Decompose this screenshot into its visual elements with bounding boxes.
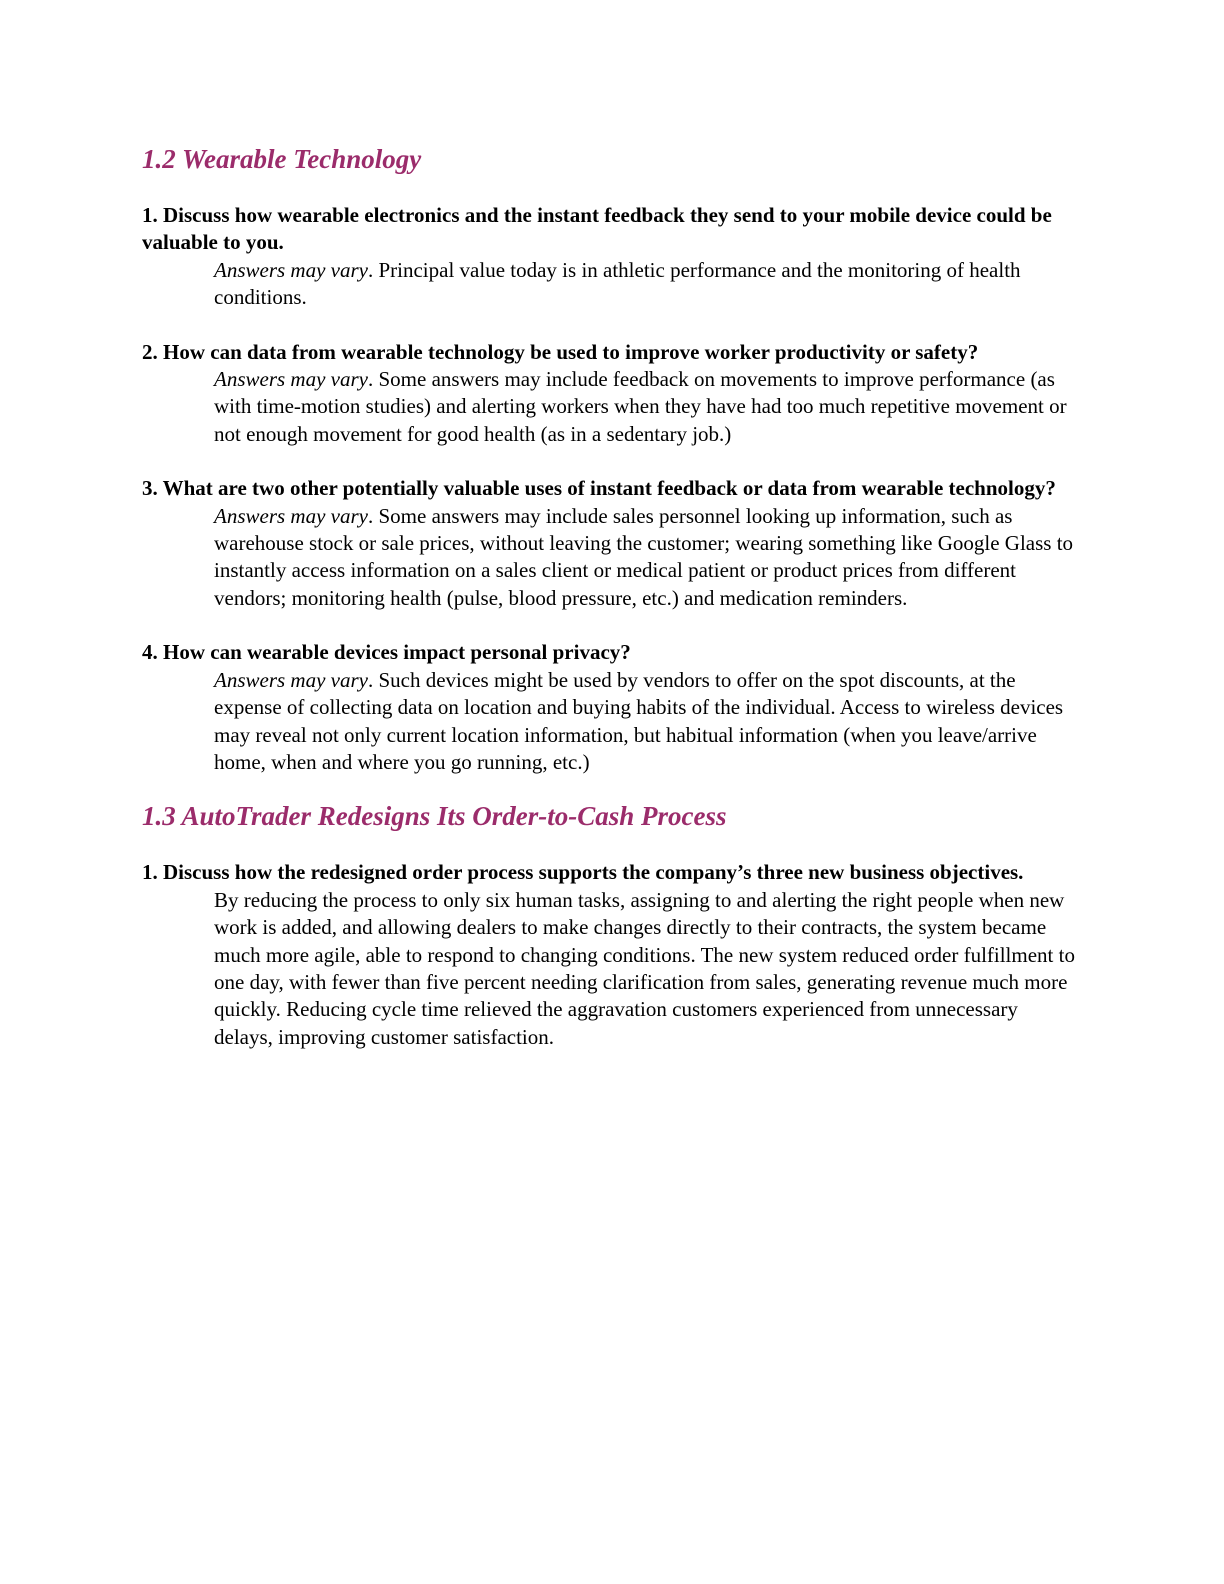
- answer-text: [214, 667, 1077, 777]
- section-title-wearable-technology: 1.2 Wearable Technology: [142, 144, 422, 174]
- answer-text: By reducing the process to only six human tasks, assigning to and alerting the right people when new work is added, and allowing dealers to make changes directly to their contracts, the system became much more agile, able to respond to changing conditions. The new system reduced order fulfillment to one day, with fewer than five percent needing clarification from sales, generating revenue much more quickly. Reducing cycle time relieved the aggravation customers experienced from unnecessary delays, improving customer satisfaction.: [214, 887, 1075, 1049]
- answer-lead: Answers may vary: [214, 257, 368, 282]
- answer-lead: Answers may vary: [214, 503, 368, 528]
- question-text: 2. How can data from wearable technology be used to improve worker productivity or safety?: [142, 339, 979, 364]
- answer-text: [214, 503, 1077, 613]
- answer-text: [214, 366, 1077, 448]
- answer-lead: Answers may vary: [214, 667, 368, 692]
- answer-body: . Principal value today is in athletic performance and the monitoring of health conditions.: [214, 257, 1021, 310]
- question-block: [142, 339, 1077, 449]
- question-block: [142, 475, 1077, 612]
- question-text: 3. What are two other potentially valuable uses of instant feedback or data from wearable technology?: [142, 476, 1056, 501]
- question-block: [142, 202, 1077, 312]
- question-text: 1. Discuss how wearable electronics and the instant feedback they send to your mobile device could be valuable to you.: [142, 203, 1052, 255]
- answer-text: [214, 257, 1077, 312]
- answer-lead: Answers may vary: [214, 367, 368, 392]
- section-title-autotrader: 1.3 AutoTrader Redesigns Its Order-to-Cash Process: [142, 801, 727, 832]
- question-block: [142, 859, 1077, 1051]
- question-block: [142, 639, 1077, 776]
- document-page: [142, 140, 1077, 1078]
- question-text: 4. How can wearable devices impact personal privacy?: [142, 640, 631, 665]
- question-text: 1. Discuss how the redesigned order process supports the company’s three new business objectives.: [142, 860, 1024, 885]
- answer-body: . Some answers may include feedback on movements to improve performance (as with time-motion studies) and alerting workers when they have had too much repetitive movement or not enough movement for good health (as in a sedentary job.): [214, 367, 1067, 446]
- answer-body: . Some answers may include sales personnel looking up information, such as warehouse stock or sale prices, without leaving the customer; wearing something like Google Glass to instantly access information on a sales client or medical patient or product prices from different vendors; monitoring health (pulse, blood pressure, etc.) and medication reminders.: [214, 503, 1074, 610]
- answer-body: . Such devices might be used by vendors to offer on the spot discounts, at the expense of collecting data on location and buying habits of the individual. Access to wireless devices may reveal not only current location information, but habitual information (when you leave/arrive home, when and where you go running, etc.): [214, 667, 1064, 774]
